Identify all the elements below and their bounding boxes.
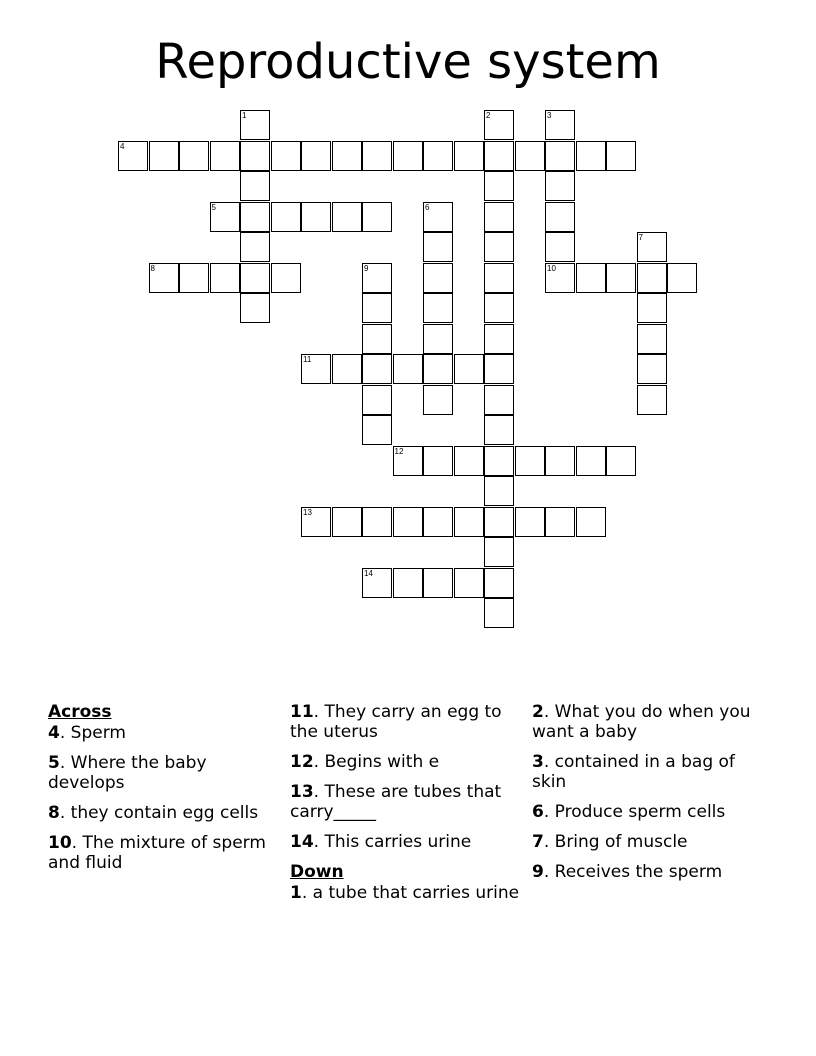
grid-cell[interactable] [362,568,392,598]
grid-cell[interactable] [362,385,392,415]
grid-cell[interactable] [240,232,270,262]
grid-cell[interactable] [576,446,606,476]
grid-cell[interactable] [454,446,484,476]
grid-cell[interactable] [484,446,514,476]
clue-across-11: 11. They carry an egg to the uterus [290,702,502,742]
grid-cell[interactable] [332,202,362,232]
grid-cell[interactable] [637,293,667,323]
clue-number: 7 [638,233,643,242]
grid-cell[interactable] [484,537,514,567]
grid-cell[interactable] [362,202,392,232]
grid-cell[interactable] [423,232,453,262]
grid-cell[interactable] [637,232,667,262]
grid-cell[interactable] [484,141,514,171]
grid-cell[interactable] [423,293,453,323]
clue-number: 3 [547,111,552,120]
clue-number: 9 [364,263,369,273]
grid-cell[interactable] [301,507,331,537]
grid-cell[interactable] [637,354,667,384]
grid-cell[interactable] [149,141,179,171]
grid-cell[interactable] [423,202,453,232]
grid-cell[interactable] [423,141,453,171]
grid-cell[interactable] [393,568,423,598]
grid-cell[interactable] [301,202,331,232]
clue-down-6: 6. Produce sperm cells [532,802,726,822]
grid-cell[interactable] [393,354,423,384]
grid-cell[interactable] [484,202,514,232]
grid-cell[interactable] [423,263,453,293]
grid-cell[interactable] [423,446,453,476]
grid-cell[interactable] [454,568,484,598]
grid-cell[interactable] [576,141,606,171]
grid-cell[interactable] [484,507,514,537]
grid-cell[interactable] [515,141,545,171]
grid-cell[interactable] [545,232,575,262]
clue-down-7: 7. Bring of muscle [532,832,688,852]
grid-cell[interactable] [240,293,270,323]
grid-cell[interactable] [393,141,423,171]
clue-column-1 [48,702,278,883]
grid-cell[interactable] [637,385,667,415]
grid-cell[interactable] [393,507,423,537]
grid-cell[interactable] [240,263,270,293]
clue-down-2: 2. What you do when you want a baby [532,702,751,742]
grid-cell[interactable] [423,568,453,598]
grid-cell[interactable] [454,354,484,384]
grid-cell[interactable] [271,263,301,293]
clue-across-12: 12. Begins with e [290,752,440,772]
grid-cell[interactable] [545,202,575,232]
grid-cell[interactable] [484,293,514,323]
grid-cell[interactable] [362,263,392,293]
grid-cell[interactable] [332,507,362,537]
grid-cell[interactable] [484,354,514,384]
grid-cell[interactable] [576,507,606,537]
grid-cell[interactable] [149,263,179,293]
grid-cell[interactable] [332,354,362,384]
grid-cell[interactable] [362,293,392,323]
grid-cell[interactable] [606,446,636,476]
clue-across-4: 4. Sperm [48,723,126,743]
grid-cell[interactable] [210,141,240,171]
grid-cell[interactable] [606,141,636,171]
clue-number: 13 [303,507,312,517]
grid-cell[interactable] [301,354,331,384]
clue-number: 14 [364,568,373,578]
grid-cell[interactable] [515,446,545,476]
grid-cell[interactable] [484,324,514,354]
grid-cell[interactable] [545,507,575,537]
grid-cell[interactable] [210,202,240,232]
grid-cell[interactable] [423,385,453,415]
grid-cell[interactable] [545,263,575,293]
grid-cell[interactable] [484,415,514,445]
clue-across-10: 10. The mixture of sperm and fluid [48,833,266,873]
grid-cell[interactable] [484,476,514,506]
grid-cell[interactable] [271,202,301,232]
clue-down-1: 1. a tube that carries urine [290,883,520,903]
clue-number: 11 [303,355,312,364]
grid-cell[interactable] [362,507,392,537]
grid-cell[interactable] [606,263,636,293]
grid-cell[interactable] [362,324,392,354]
clue-across-8: 8. they contain egg cells [48,803,259,823]
across-header: Across [48,702,112,722]
clue-column-3 [532,702,762,892]
grid-cell[interactable] [576,263,606,293]
grid-cell[interactable] [240,141,270,171]
grid-cell[interactable] [515,507,545,537]
clue-number: 8 [150,263,155,273]
grid-cell[interactable] [423,324,453,354]
grid-cell[interactable] [362,354,392,384]
clue-down-9: 9. Receives the sperm [532,862,723,882]
grid-cell[interactable] [179,141,209,171]
clue-number: 5 [211,202,216,212]
grid-cell[interactable] [118,141,148,171]
clue-across-13: 13. These are tubes that carry_____ [290,782,502,822]
grid-cell[interactable] [484,598,514,628]
grid-cell[interactable] [179,263,209,293]
grid-cell[interactable] [667,263,697,293]
grid-cell[interactable] [484,385,514,415]
grid-cell[interactable] [484,568,514,598]
grid-cell[interactable] [210,263,240,293]
grid-cell[interactable] [637,263,667,293]
grid-cell[interactable] [484,110,514,140]
grid-cell[interactable] [240,110,270,140]
grid-cell[interactable] [362,415,392,445]
grid-cell[interactable] [240,202,270,232]
grid-cell[interactable] [301,141,331,171]
grid-cell[interactable] [484,263,514,293]
grid-cell[interactable] [484,171,514,201]
clue-number: 1 [242,111,247,120]
clue-column-2 [290,702,520,913]
page-title: Reproductive system [155,34,661,90]
grid-cell[interactable] [423,507,453,537]
grid-cell[interactable] [637,324,667,354]
grid-cell[interactable] [423,354,453,384]
clue-number: 2 [486,111,491,120]
clue-across-14: 14. This carries urine [290,832,472,852]
clue-number: 12 [394,446,404,456]
grid-cell[interactable] [545,446,575,476]
clue-across-5: 5. Where the baby develops [48,753,207,793]
down-header: Down [290,862,344,882]
grid-cell[interactable] [362,141,392,171]
clue-number: 4 [120,141,125,151]
grid-cell[interactable] [545,171,575,201]
clue-number: 6 [425,202,430,212]
grid-cell[interactable] [240,171,270,201]
grid-cell[interactable] [545,141,575,171]
clue-down-3: 3. contained in a bag of skin [532,752,735,792]
grid-cell[interactable] [393,446,423,476]
grid-cell[interactable] [454,141,484,171]
grid-cell[interactable] [545,110,575,140]
grid-cell[interactable] [484,232,514,262]
grid-cell[interactable] [271,141,301,171]
clue-number: 10 [547,263,556,273]
grid-cell[interactable] [332,141,362,171]
grid-cell[interactable] [454,507,484,537]
